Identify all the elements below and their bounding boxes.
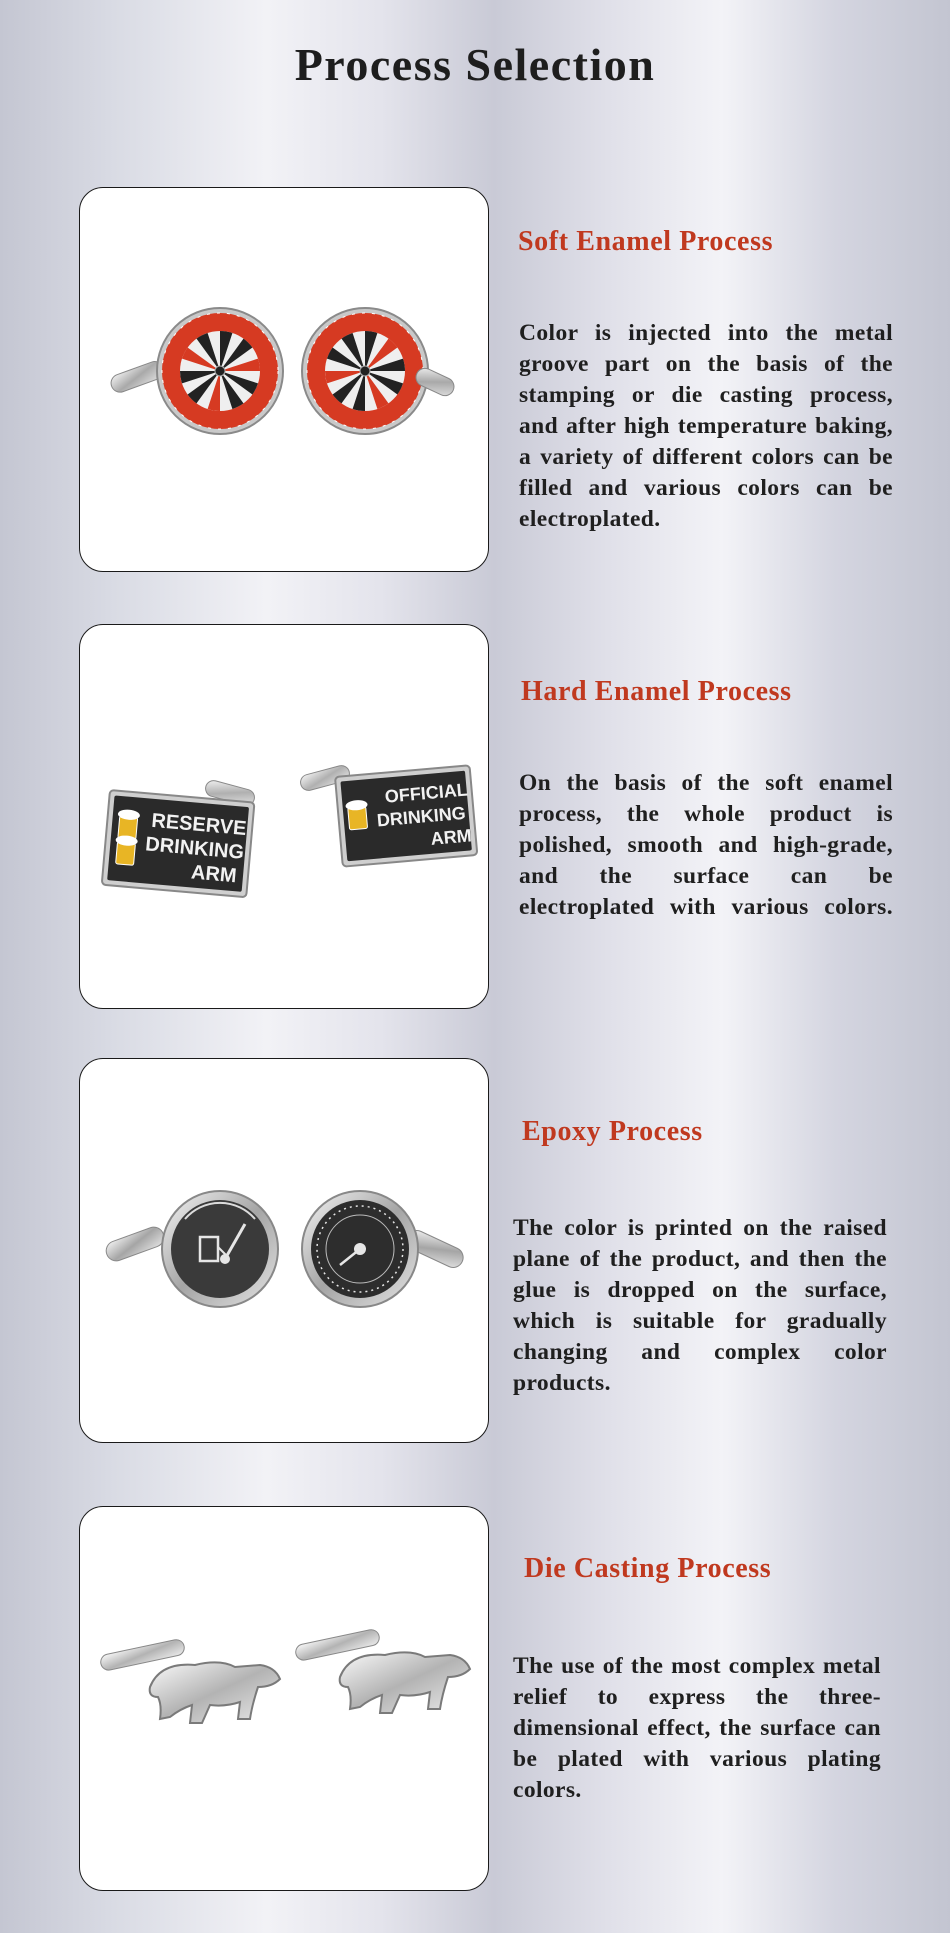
polar-bear-cufflinks-image (80, 1507, 489, 1891)
process-description: On the basis of the soft enamel process, the whole product is polished, smooth and high-grade, and the surface can be electroplated with various colors. (519, 770, 893, 920)
process-image-card (79, 187, 489, 572)
page-title: Process Selection (294, 39, 656, 90)
process-description: The color is printed on the raised plane of the product, and then the glue is dropped on the surface, which is suitable for gradually changing and complex color products. (513, 1215, 887, 1396)
drinking-arm-cufflinks-image (80, 625, 489, 1009)
cufflink-text-line: DRINKING (376, 802, 467, 831)
process-description: Color is injected into the metal groove part on the basis of the stamping or die casting process, and after high temperature baking, a variety of different colors can be filled and various colors can be electroplated. (519, 320, 893, 532)
cufflink-text-line: DRINKING (144, 833, 245, 864)
cufflink-text-line: ARM (429, 825, 473, 849)
process-image-card (79, 624, 489, 1009)
dartboard-cufflinks-image (80, 188, 489, 572)
process-title: Epoxy Process (522, 1116, 703, 1147)
cufflink-text-line: ARM (190, 861, 238, 888)
process-title: Hard Enamel Process (521, 676, 792, 707)
process-title: Die Casting Process (524, 1553, 772, 1584)
cufflink-text-line: RESERVE (150, 809, 248, 840)
process-image-card (79, 1506, 489, 1891)
process-description: The use of the most complex metal relief to express the three-dimensional effect, the surface can be plated with various plating colors. (513, 1653, 881, 1803)
process-title: Soft Enamel Process (518, 226, 774, 257)
gauge-cufflinks-image (80, 1059, 489, 1443)
process-image-card (79, 1058, 489, 1443)
cufflink-text-line: OFFICIAL (384, 779, 469, 807)
